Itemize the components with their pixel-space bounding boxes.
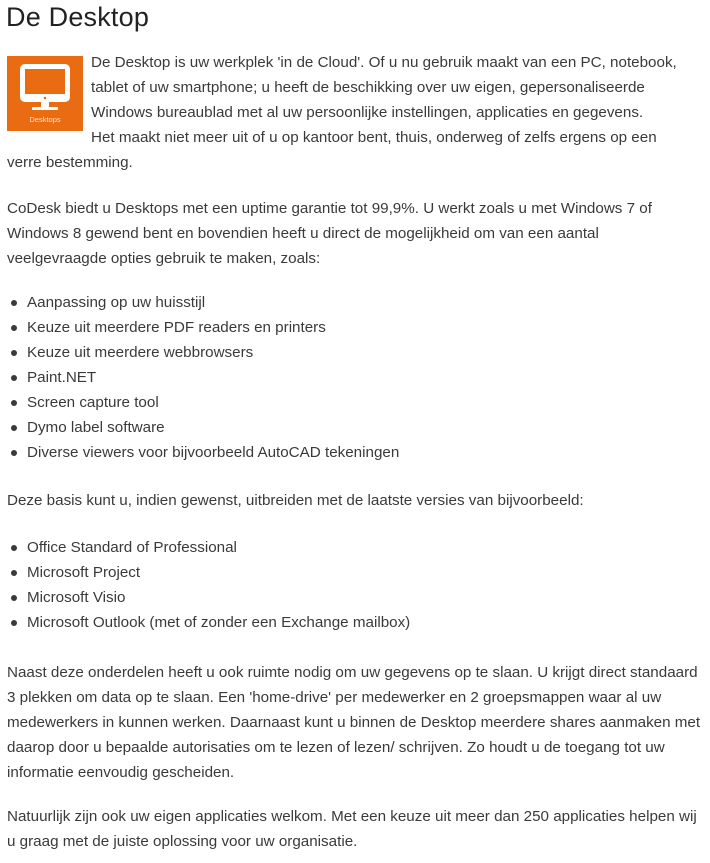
applications-paragraph: Natuurlijk zijn ook uw eigen applicaties welkom. Met een keuze uit meer dan 250 applicaties helpen wij u graag met de juiste oplossing voor uw organisatie. [7, 808, 697, 850]
intro-line: Windows bureaublad met al uw persoonlijke instellingen, applicaties en gegevens. [91, 104, 644, 121]
options-list [8, 290, 399, 465]
list-item [8, 365, 399, 390]
bullet-icon [11, 400, 17, 406]
list-item [8, 390, 399, 415]
intro-line: tablet of uw smartphone; u heeft de beschikking over uw eigen, gepersonaliseerde [91, 79, 645, 96]
bullet-icon [11, 325, 17, 331]
intro-paragraph [7, 50, 707, 175]
bullet-icon [11, 570, 17, 576]
list-item [8, 315, 399, 340]
bullet-icon [11, 450, 17, 456]
list-item-text: Microsoft Outlook (met of zonder een Exchange mailbox) [27, 614, 411, 631]
list-item [8, 535, 410, 560]
list-item [8, 415, 399, 440]
list-item [8, 610, 410, 635]
uptime-paragraph: CoDesk biedt u Desktops met een uptime garantie tot 99,9%. U werkt zoals u met Windows 7 of Windows 8 gewend bent en bovendien heeft u direct de mogelijkheid om van een aantal veelgevraagde opties gebruik te maken, zoals: [7, 200, 652, 267]
bullet-icon [11, 350, 17, 356]
bullet-icon [11, 545, 17, 551]
bullet-icon [11, 425, 17, 431]
intro-line: Het maakt niet meer uit of u op kantoor bent, thuis, onderweg of zelfs ergens op een [91, 129, 657, 146]
list-item [8, 340, 399, 365]
list-item [8, 560, 410, 585]
bullet-icon [11, 300, 17, 306]
list-item-text: Office Standard of Professional [27, 539, 237, 556]
list-item [8, 440, 399, 465]
bullet-icon [11, 620, 17, 626]
list-item-text: Diverse viewers voor bijvoorbeeld AutoCAD tekeningen [27, 444, 400, 461]
list-item-text: Dymo label software [27, 419, 165, 436]
icon-label: Desktops [29, 115, 61, 124]
extensions-list [8, 535, 410, 635]
bullet-icon [11, 595, 17, 601]
list-item-text: Keuze uit meerdere webbrowsers [27, 344, 254, 361]
list-item-text: Keuze uit meerdere PDF readers en printers [27, 319, 326, 336]
extensions-intro-paragraph: Deze basis kunt u, indien gewenst, uitbreiden met de laatste versies van bijvoorbeeld: [7, 492, 584, 509]
bullet-icon [11, 375, 17, 381]
desktops-icon-tile [7, 56, 83, 131]
list-item-text: Aanpassing op uw huisstijl [27, 294, 206, 311]
list-item [8, 585, 410, 610]
intro-line: verre bestemming. [7, 154, 133, 171]
list-item-text: Paint.NET [27, 369, 97, 386]
list-item-text: Microsoft Project [27, 564, 141, 581]
storage-paragraph: Naast deze onderdelen heeft u ook ruimte nodig om uw gegevens op te slaan. U krijgt direct standaard 3 plekken om data op te slaan. Een 'home-drive' per medewerker en 2 groepsmappen waar al uw medewerkers in kunnen werken. Daarnaast kunt u binnen de Desktop meerdere shares aanmaken met daarop door u bepaalde autorisaties om te lezen of lezen/ schrijven. Zo houdt u de toegang tot uw informatie eenvoudig gescheiden. [7, 664, 701, 781]
page-title: De Desktop [6, 2, 150, 32]
list-item-text: Microsoft Visio [27, 589, 126, 606]
list-item-text: Screen capture tool [27, 394, 159, 411]
list-item [8, 290, 399, 315]
intro-line: De Desktop is uw werkplek 'in de Cloud'. Of u nu gebruik maakt van een PC, notebook, [91, 54, 677, 71]
